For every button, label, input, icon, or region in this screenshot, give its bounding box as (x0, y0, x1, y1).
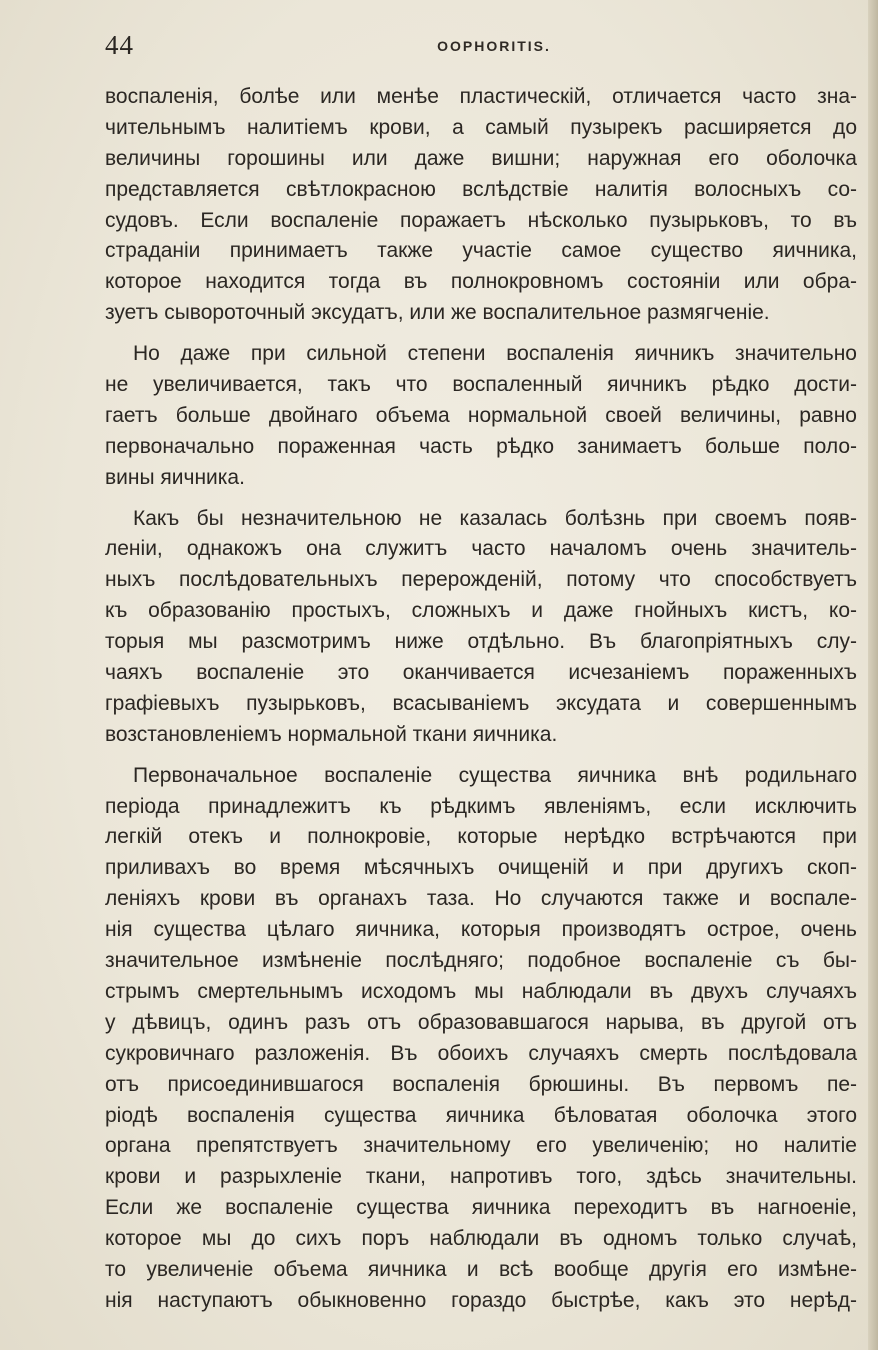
text-line: нія наступаютъ обыкновенно гораздо быстрѣе, какъ это нерѣд- (105, 1288, 857, 1312)
text-line: чительнымъ налитіемъ крови, а самый пузырекъ расширяется до (105, 115, 857, 139)
text-line: то увеличеніе объема яичника и всѣ вообще другія его измѣне- (105, 1257, 857, 1281)
text-line: стрымъ смертельнымъ исходомъ мы наблюдали въ двухъ случаяхъ (105, 979, 857, 1003)
paragraph (105, 761, 857, 1317)
text-line: графіевыхъ пузырьковъ, всасываніемъ эксудата и совершеннымъ (105, 691, 857, 715)
body-text (105, 82, 857, 1327)
text-line: приливахъ во время мѣсячныхъ очищеній и при другихъ скоп- (105, 856, 857, 880)
text-line: леніи, однакожъ она служитъ часто началомъ очень значитель- (105, 537, 857, 561)
page-number: 44 (105, 30, 134, 60)
text-line: ныхъ послѣдовательныхъ перерожденій, потому что способствуетъ (105, 568, 857, 592)
text-line: періода принадлежитъ къ рѣдкимъ явленіямъ, если исключить (105, 794, 857, 818)
text-line: органа препятствуетъ значительному его увеличенію; но налитіе (105, 1134, 857, 1158)
text-line: леніяхъ крови въ органахъ таза. Но случаются также и воспале- (105, 887, 857, 911)
text-line: Какъ бы незначительною не казалась болѣзнь при своемъ появ- (133, 506, 857, 530)
paragraph (105, 82, 857, 329)
text-line: чаяхъ воспаленіе это оканчивается исчезаніемъ пораженныхъ (105, 661, 857, 685)
text-line: Если же воспаленіе существа яичника переходитъ въ нагноеніе, (105, 1196, 857, 1220)
paragraph (105, 504, 857, 751)
text-line: представляется свѣтлокрасною вслѣдствіе налитія волосныхъ со- (105, 177, 857, 201)
text-line: страданіи принимаетъ также участіе самое существо яичника, (105, 239, 857, 263)
text-line: Но даже при сильной степени воспаленія яичникъ значительно (133, 342, 857, 366)
text-line: у дѣвицъ, одинъ разъ отъ образовавшагося нарыва, въ другой отъ (105, 1010, 857, 1034)
text-line: значительное измѣненіе послѣдняго; подобное воспаленіе съ бы- (105, 949, 857, 973)
text-line: первоначально пораженная часть рѣдко занимаетъ больше поло- (105, 434, 857, 458)
text-line: воспаленія, болѣе или менѣе пластическій, отличается часто зна- (105, 85, 857, 108)
text-line: сукровичнаго разложенія. Въ обоихъ случаяхъ смерть послѣдовала (105, 1041, 857, 1065)
text-line: ріодѣ воспаленія существа яичника бѣловатая оболочка этого (105, 1103, 857, 1127)
text-line: величины горошины или даже вишни; наружная его оболочка (105, 146, 857, 170)
text-line: гаетъ больше двойнаго объема нормальной своей величины, равно (105, 403, 857, 427)
text-line: Первоначальное воспаленіе существа яичника внѣ родильнаго (133, 763, 857, 787)
running-title: OOPHORITIS. (437, 38, 551, 54)
paragraph (105, 339, 857, 493)
text-line: къ образованію простыхъ, сложныхъ и даже гнойныхъ кистъ, ко- (105, 599, 857, 623)
text-line: которое находится тогда въ полнокровномъ состояніи или обра- (105, 270, 857, 294)
running-head (105, 30, 853, 64)
text-line: торыя мы разсмотримъ ниже отдѣльно. Въ благопріятныхъ слу- (105, 630, 857, 654)
text-line: вины яичника. (105, 465, 245, 489)
text-line: зуетъ сывороточный эксудатъ, или же воспалительное размягченіе. (105, 301, 770, 325)
page-edge (868, 0, 878, 1350)
text-line: не увеличивается, такъ что воспаленный яичникъ рѣдко дости- (105, 373, 857, 397)
text-line: легкій отекъ и полнокровіе, которые нерѣдко встрѣчаются при (105, 825, 857, 849)
text-line: судовъ. Если воспаленіе поражаетъ нѣсколько пузырьковъ, то въ (105, 208, 857, 232)
text-line: отъ присоединившагося воспаленія брюшины. Въ первомъ пе- (105, 1072, 857, 1096)
text-line: возстановленіемъ нормальной ткани яичника. (105, 722, 558, 746)
text-line: крови и разрыхленіе ткани, напротивъ того, здѣсь значительны. (105, 1165, 857, 1189)
text-line: которое мы до сихъ поръ наблюдали въ одномъ только случаѣ, (105, 1227, 857, 1251)
text-line: нія существа цѣлаго яичника, которыя производятъ острое, очень (105, 918, 857, 942)
